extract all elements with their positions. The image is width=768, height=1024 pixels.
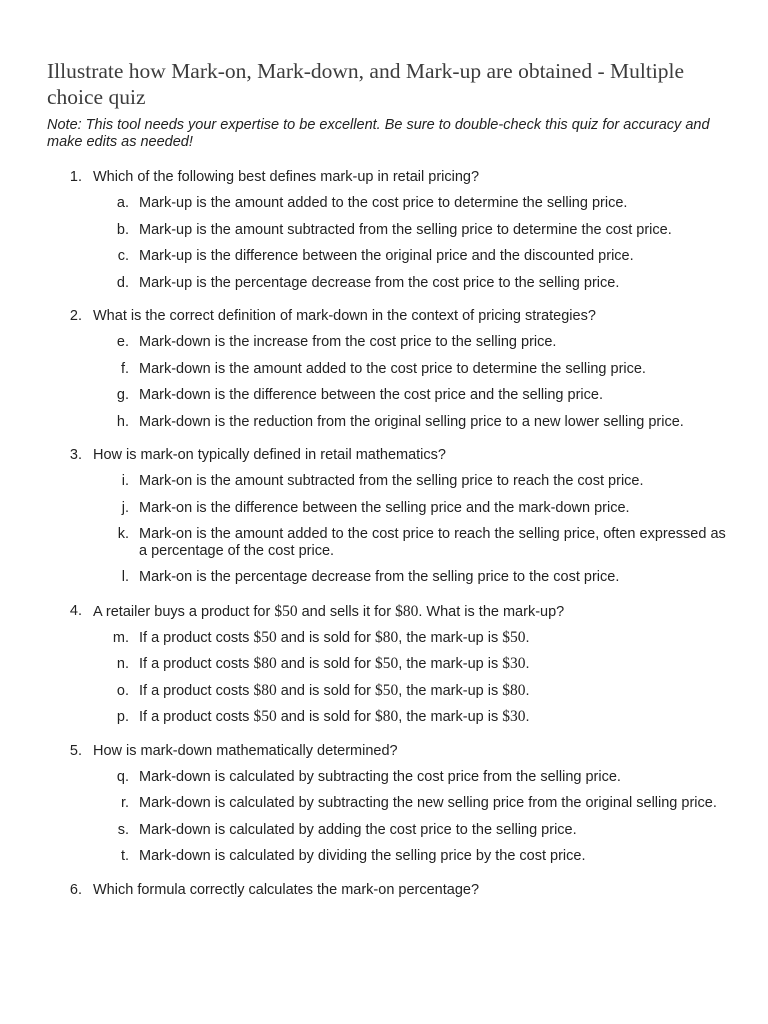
- option-letter: n.: [116, 656, 129, 672]
- option-text: Mark-down is calculated by subtracting the new selling price from the original selling price.: [139, 795, 717, 811]
- option-letter: e.: [116, 334, 129, 350]
- price-value: $50: [375, 655, 399, 672]
- option-j: [0, 500, 768, 517]
- option-text: Mark-down is calculated by dividing the selling price by the cost price.: [139, 848, 586, 864]
- option-text: Mark-down is the amount added to the cost price to determine the selling price.: [139, 360, 646, 377]
- question-4: [0, 603, 768, 726]
- option-p: [0, 709, 768, 726]
- option-letter: t.: [120, 848, 129, 864]
- text-part: .: [525, 682, 530, 699]
- text-part: , the mark-up is: [398, 682, 503, 699]
- option-letter: b.: [116, 221, 129, 238]
- text-part: and is sold for: [276, 709, 376, 725]
- option-b: [0, 222, 768, 239]
- text-part: If a product costs: [139, 656, 254, 672]
- question-6: [0, 882, 768, 899]
- text-part: . What is the mark-up?: [418, 603, 565, 620]
- option-text: Mark-up is the amount added to the cost price to determine the selling price.: [139, 195, 628, 211]
- question-list: [0, 169, 768, 916]
- option-letter: i.: [121, 473, 129, 489]
- question-text: [93, 603, 733, 621]
- option-o: [0, 683, 768, 700]
- option-k: [0, 526, 768, 559]
- text-part: , the mark-up is: [398, 656, 503, 672]
- option-m: [0, 630, 768, 647]
- text-part: and is sold for: [276, 629, 376, 646]
- price-value: $50: [502, 628, 526, 646]
- option-text: Mark-up is the percentage decrease from the cost price to the selling price.: [139, 274, 620, 291]
- option-letter: m.: [112, 629, 129, 646]
- option-s: [0, 822, 768, 839]
- price-value: $80: [502, 681, 526, 699]
- option-letter: r.: [120, 795, 129, 811]
- option-letter: a.: [116, 195, 129, 211]
- question-1: [0, 169, 768, 291]
- option-letter: s.: [117, 821, 129, 838]
- option-text: [139, 709, 729, 726]
- text-part: , the mark-up is: [398, 629, 503, 646]
- option-letter: l.: [121, 569, 129, 585]
- option-text: Mark-down is the difference between the cost price and the selling price.: [139, 387, 603, 403]
- option-letter: j.: [121, 499, 129, 516]
- option-letter: q.: [116, 768, 129, 785]
- price-value: $30: [502, 655, 526, 672]
- text-part: If a product costs: [139, 629, 254, 646]
- option-letter: k.: [117, 526, 129, 542]
- text-part: .: [525, 629, 530, 646]
- option-e: [0, 334, 768, 351]
- option-text: Mark-down is calculated by subtracting the cost price from the selling price.: [139, 768, 621, 785]
- option-letter: g.: [116, 387, 129, 403]
- question-number: 5.: [69, 742, 82, 759]
- price-value: $80: [253, 655, 277, 672]
- option-list: [0, 334, 768, 430]
- option-a: [0, 195, 768, 212]
- option-text: Mark-on is the difference between the selling price and the mark-down price.: [139, 499, 630, 516]
- option-text: Mark-down is the increase from the cost price to the selling price.: [139, 334, 557, 350]
- text-part: , the mark-up is: [398, 709, 503, 725]
- option-letter: f.: [120, 360, 129, 377]
- question-number: 6.: [69, 881, 82, 898]
- text-part: and is sold for: [276, 656, 376, 672]
- option-r: [0, 795, 768, 812]
- option-h: [0, 414, 768, 431]
- page-title: Illustrate how Mark-on, Mark-down, and Mark-up are obtained - Multiple choice quiz: [47, 59, 685, 109]
- option-text: Mark-on is the amount added to the cost price to reach the selling price, often expressed as a percentage of the cost price.: [139, 526, 726, 559]
- option-list: [0, 195, 768, 291]
- text-part: A retailer buys a product for: [93, 603, 275, 620]
- option-text: [139, 656, 729, 673]
- question-5: [0, 743, 768, 865]
- question-text: How is mark-on typically defined in retail mathematics?: [93, 447, 446, 463]
- option-f: [0, 361, 768, 378]
- option-letter: o.: [116, 682, 129, 699]
- option-text: [139, 683, 729, 700]
- question-3: [0, 447, 768, 586]
- option-letter: c.: [117, 248, 129, 264]
- price-value: $50: [253, 628, 277, 646]
- option-letter: p.: [116, 709, 129, 725]
- price-value: $30: [502, 708, 526, 725]
- question-number: 4.: [69, 602, 82, 619]
- price-value: $50: [274, 602, 298, 620]
- option-text: Mark-on is the percentage decrease from the selling price to the cost price.: [139, 569, 620, 585]
- option-t: [0, 848, 768, 865]
- text-part: and sells it for: [297, 603, 396, 620]
- option-l: [0, 569, 768, 586]
- text-part: If a product costs: [139, 682, 254, 699]
- option-i: [0, 473, 768, 490]
- price-value: $80: [375, 628, 399, 646]
- option-g: [0, 387, 768, 404]
- option-text: [139, 630, 729, 647]
- question-text: Which formula correctly calculates the mark-on percentage?: [93, 881, 480, 898]
- option-d: [0, 275, 768, 292]
- question-number: 3.: [69, 447, 82, 463]
- text-part: If a product costs: [139, 709, 254, 725]
- option-text: Mark-up is the amount subtracted from the selling price to determine the cost price.: [139, 221, 672, 238]
- disclaimer-note: Note: This tool needs your expertise to be excellent. Be sure to double-check this quiz for accuracy and make edits as needed!: [47, 117, 710, 150]
- option-text: Mark-up is the difference between the original price and the discounted price.: [139, 248, 634, 264]
- option-text: Mark-down is the reduction from the original selling price to a new lower selling price.: [139, 413, 684, 430]
- price-value: $80: [375, 708, 399, 725]
- option-letter: h.: [116, 413, 129, 430]
- text-part: .: [525, 656, 530, 672]
- question-2: [0, 308, 768, 430]
- price-value: $80: [395, 602, 419, 620]
- price-value: $80: [253, 681, 277, 699]
- question-text: What is the correct definition of mark-down in the context of pricing strategies?: [93, 308, 596, 324]
- option-n: [0, 656, 768, 673]
- option-text: Mark-on is the amount subtracted from the selling price to reach the cost price.: [139, 473, 644, 489]
- text-part: and is sold for: [276, 682, 376, 699]
- price-value: $50: [375, 681, 399, 699]
- option-list: [0, 630, 768, 726]
- question-number: 1.: [69, 169, 82, 185]
- text-part: .: [525, 709, 530, 725]
- option-q: [0, 769, 768, 786]
- option-letter: d.: [116, 274, 129, 291]
- question-number: 2.: [69, 308, 82, 324]
- option-list: [0, 473, 768, 586]
- option-list: [0, 769, 768, 865]
- option-c: [0, 248, 768, 265]
- option-text: Mark-down is calculated by adding the cost price to the selling price.: [139, 821, 577, 838]
- question-text: How is mark-down mathematically determined?: [93, 742, 398, 759]
- question-text: Which of the following best defines mark-up in retail pricing?: [93, 169, 480, 185]
- price-value: $50: [253, 708, 277, 725]
